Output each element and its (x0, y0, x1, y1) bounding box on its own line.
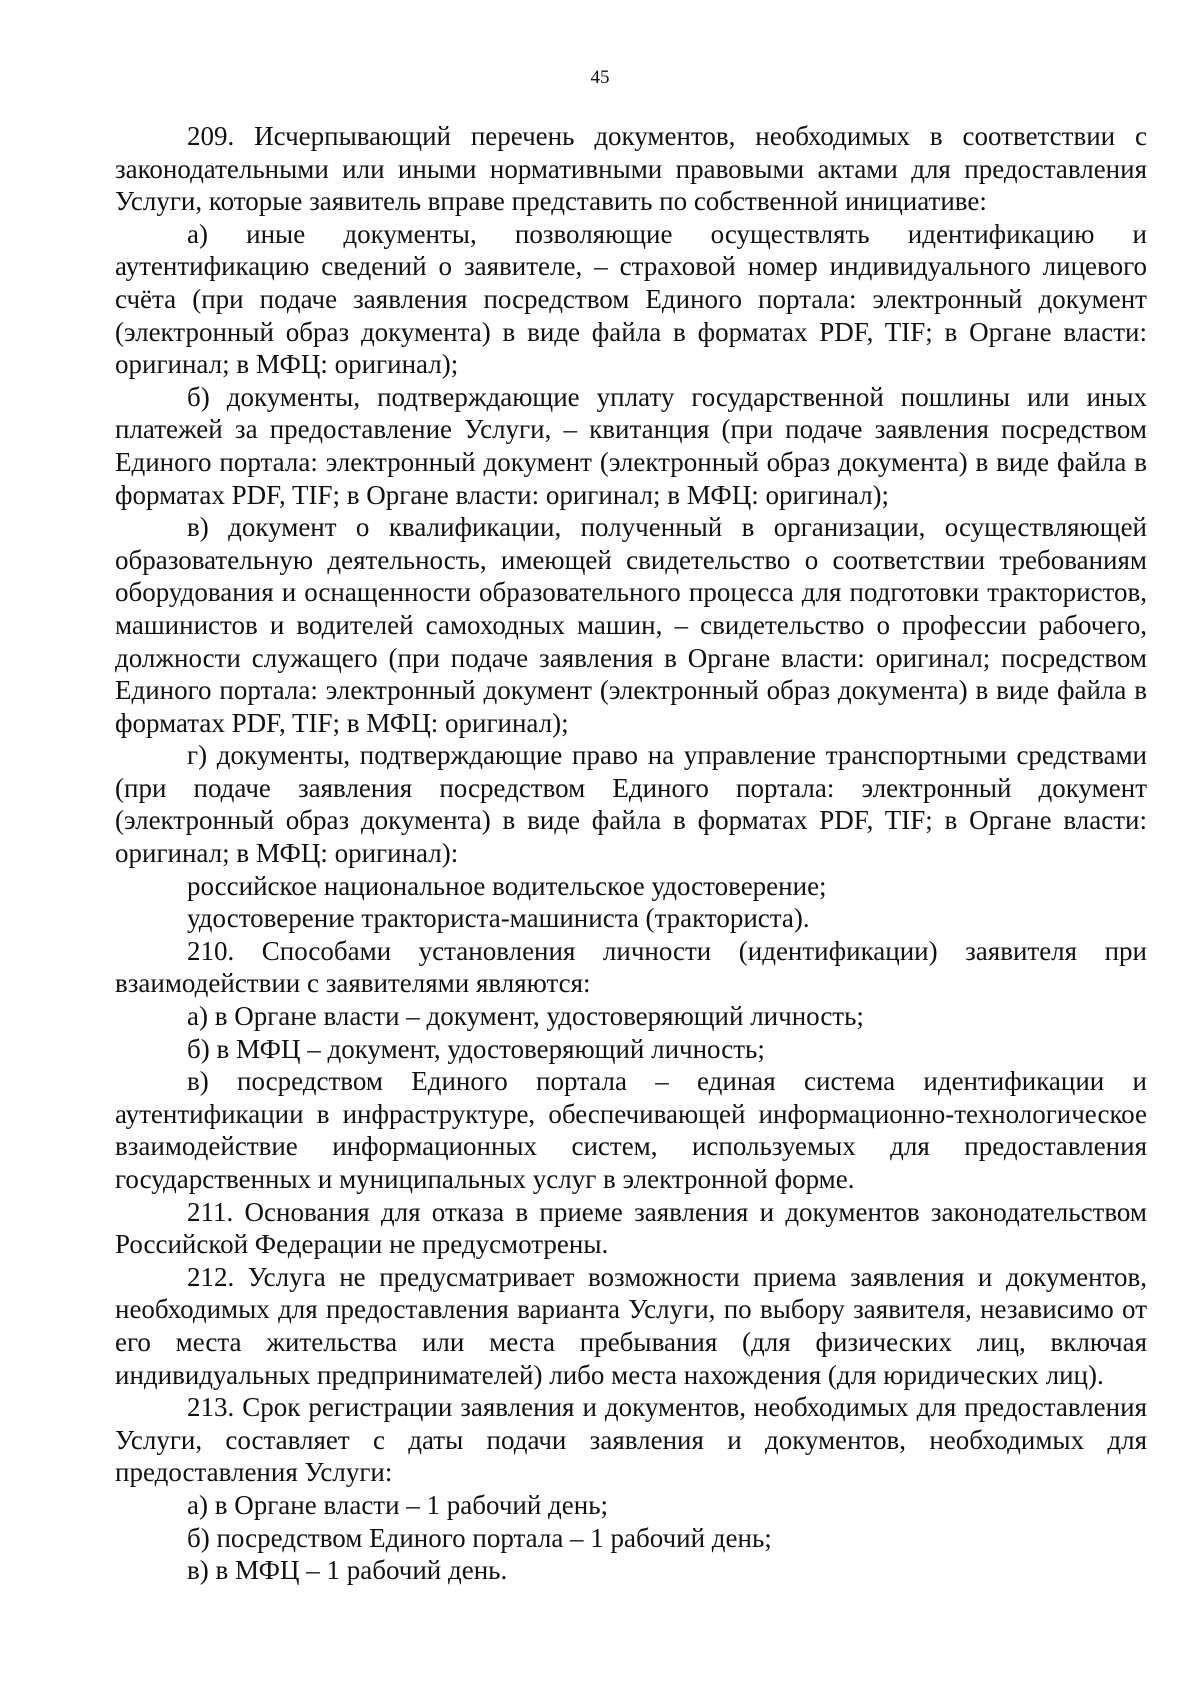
document-body (115, 120, 1147, 1587)
list-item-210-a: а) в Органе власти – документ, удостоверяющий личность; (187, 1001, 864, 1032)
list-item-213-b: б) посредством Единого портала – 1 рабочий день; (187, 1522, 772, 1553)
paragraph-209: 209. Исчерпывающий перечень документов, необходимых в соответствии с законодательными или иными нормативными правовыми актами для предоставления Услуги, которые заявитель вправе представить по собственной инициативе: (115, 121, 1147, 217)
sub-item-tractor-license: удостоверение тракториста-машиниста (тракториста). (187, 903, 810, 934)
list-item-210-c: в) посредством Единого портала – единая система идентификации и аутентификации в инфраструктуре, обеспечивающей информационно-технологическое взаимодействие информационных систем, используемых для предоставления государственных и муниципальных услуг в электронной форме. (115, 1066, 1147, 1194)
list-item-210-b: б) в МФЦ – документ, удостоверяющий личность; (187, 1033, 765, 1064)
list-item-209-a: а) иные документы, позволяющие осуществлять идентификацию и аутентификацию сведений о заявителе, – страховой номер индивидуального лицевого счёта (при подаче заявления посредством Единого портала: электронный документ (электронный образ документа) в виде файла в форматах PDF, TIF; в Органе власти: оригинал; в МФЦ: оригинал); (115, 218, 1147, 380)
list-item-209-d: г) документы, подтверждающие право на управление транспортными средствами (при подаче заявления посредством Единого портала: электронный документ (электронный образ документа) в виде файла в форматах PDF, TIF; в Органе власти: оригинал; в МФЦ: оригинал): (115, 740, 1147, 869)
list-item-213-a: а) в Органе власти – 1 рабочий день; (187, 1489, 609, 1520)
paragraph-213: 213. Срок регистрации заявления и документов, необходимых для предоставления Услуги, составляет с даты подачи заявления и документов, необходимых для предоставления Услуги: (115, 1392, 1147, 1488)
list-item-213-c: в) в МФЦ – 1 рабочий день. (187, 1555, 508, 1586)
paragraph-212: 212. Услуга не предусматривает возможности приема заявления и документов, необходимых для предоставления варианта Услуги, по выбору заявителя, независимо от его места жительства или места пребывания (для физических лиц, включая индивидуальных предпринимателей) либо места нахождения (для юридических лиц). (115, 1261, 1147, 1390)
page-number: 45 (590, 67, 610, 88)
sub-item-driver-license: российское национальное водительское удостоверение; (187, 870, 827, 901)
paragraph-211: 211. Основания для отказа в приеме заявления и документов законодательством Российской Федерации не предусмотрены. (115, 1196, 1147, 1260)
list-item-209-b: б) документы, подтверждающие уплату государственной пошлины или иных платежей за предоставление Услуги, – квитанция (при подаче заявления посредством Единого портала: электронный документ (электронный образ документа) в виде файла в форматах PDF, TIF; в Органе власти: оригинал; в МФЦ: оригинал); (115, 381, 1147, 510)
list-item-209-c: в) документ о квалификации, полученный в организации, осуществляющей образовательную деятельность, имеющей свидетельство о соответствии требованиям оборудования и оснащенности образовательного процесса для подготовки трактористов, машинистов и водителей самоходных машин, – свидетельство о профессии рабочего, должности служащего (при подаче заявления в Органе власти: оригинал; посредством Единого портала: электронный документ (электронный образ документа) в виде файла в форматах PDF, TIF; в МФЦ: оригинал); (115, 512, 1147, 738)
paragraph-210: 210. Способами установления личности (идентификации) заявителя при взаимодействии с заявителями являются: (115, 935, 1147, 999)
